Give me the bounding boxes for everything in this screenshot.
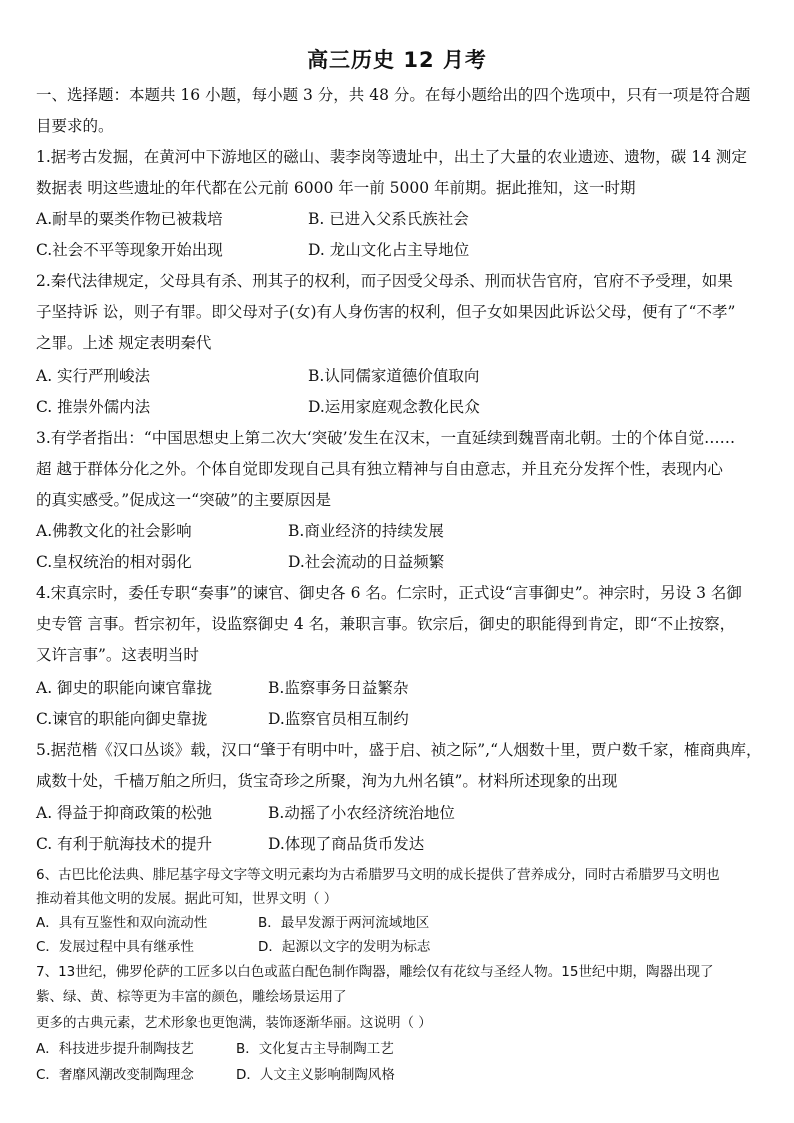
question-3-option-b: B.商业经济的持续发展	[288, 522, 444, 540]
question-7-option-c: C．奢靡风潮改变制陶理念	[36, 1067, 194, 1083]
question-3-stem: 超 越于群体分化之外。个体自觉即发现自己具有独立精神与自由意志，并且充分发挥个性，表现内心	[36, 460, 723, 478]
question-4-option-b: B.监察事务日益繁杂	[268, 679, 409, 697]
question-4-option-d: D.监察官员相互制约	[268, 710, 409, 728]
question-2-option-b: B.认同儒家道德价值取向	[308, 367, 480, 385]
question-7-option-d: D．人文主义影响制陶风格	[236, 1067, 395, 1083]
question-5-option-c: C. 有利于航海技术的提升	[36, 835, 213, 853]
question-3-stem: 3.有学者指出：“中国思想史上第二次大‘突破’发生在汉末，一直延续到魏晋南北朝。士的个体自觉……	[36, 429, 736, 447]
question-1-stem: 数据表 明这些遗址的年代都在公元前 6000 年一前 5000 年前期。据此推知，这一时期	[36, 179, 636, 197]
question-1-option-c: C.社会不平等现象开始出现	[36, 241, 223, 259]
question-2-stem: 之罪。上述 规定表明秦代	[36, 334, 212, 352]
section-instructions-line: 一、选择题：本题共 16 小题，每小题 3 分，共 48 分。在每小题给出的四个选项中，只有一项是符合题	[36, 86, 751, 104]
question-3-option-d: D.社会流动的日益频繁	[288, 553, 445, 571]
question-4-stem: 史专管 言事。哲宗初年，设监察御史 4 名，兼职言事。钦宗后，御史的职能得到肯定，即“不止按察，	[36, 615, 736, 633]
question-2-stem: 2.秦代法律规定，父母具有杀、刑其子的权利，而子因受父母杀、刑而状告官府，官府不予受理，如果	[36, 272, 733, 290]
question-6-option-b: B．最早发源于两河流域地区	[258, 915, 430, 931]
question-2-option-a: A. 实行严刑峻法	[36, 367, 151, 385]
question-2-stem: 子坚持诉 讼，则子有罪。即父母对子(女)有人身伤害的权利，但子女如果因此诉讼父母，便有了“不孝”	[36, 303, 736, 321]
question-5-stem: 咸数十处，千樯万舶之所归，货宝奇珍之所聚，洵为九州名镇”。材料所述现象的出现	[36, 772, 618, 790]
question-4-option-c: C.谏官的职能向御史靠拢	[36, 710, 208, 728]
question-4-stem: 又许言事”。这表明当时	[36, 646, 199, 664]
question-2-option-d: D.运用家庭观念教化民众	[308, 398, 480, 416]
question-7-option-b: B．文化复古主导制陶工艺	[236, 1041, 394, 1057]
question-3-option-c: C.皇权统治的相对弱化	[36, 553, 192, 571]
question-7-option-a: A．科技进步提升制陶技艺	[36, 1041, 194, 1057]
section-instructions-line: 目要求的。	[36, 117, 114, 135]
question-4-option-a: A. 御史的职能向谏官靠拢	[36, 679, 213, 697]
question-1-option-d: D. 龙山文化占主导地位	[308, 241, 470, 259]
question-2-option-c: C. 推崇外儒内法	[36, 398, 151, 416]
question-5-stem: 5.据范楷《汉口丛谈》载，汉口“肇于有明中叶，盛于启、祯之际”,“人烟数十里，贾户数千家，榷商典库，	[36, 741, 762, 759]
question-4-stem: 4.宋真宗时，委任专职“奏事”的谏官、御史各 6 名。仁宗时，正式设“言事御史”。神宗时，另设 3 名御	[36, 584, 742, 602]
question-1-option-b: B. 已进入父系氏族社会	[308, 210, 469, 228]
question-6-option-d: D．起源以文字的发明为标志	[258, 939, 431, 955]
question-3-stem: 的真实感受。”促成这一“突破”的主要原因是	[36, 491, 332, 509]
question-7-stem: 紫、绿、黄、棕等更为丰富的颜色，雕绘场景运用了	[36, 989, 347, 1005]
question-7-stem: 7、13世纪，佛罗伦萨的工匠多以白色或蓝白配色制作陶器，雕绘仅有花纹与圣经人物。15世纪中期，陶器出现了	[36, 964, 714, 980]
question-6-stem: 推动着其他文明的发展。据此可知，世界文明（ ）	[36, 891, 338, 907]
question-5-option-b: B.动摇了小农经济统治地位	[268, 804, 455, 822]
question-1-stem: 1.据考古发掘，在黄河中下游地区的磁山、裴李岗等遗址中，出土了大量的农业遗迹、遗物，碳 14 测定	[36, 148, 747, 166]
question-7-stem: 更多的古典元素，艺术形象也更饱满，装饰逐渐华丽。这说明（ ）	[36, 1015, 432, 1031]
question-5-option-a: A. 得益于抑商政策的松弛	[36, 804, 213, 822]
question-3-option-a: A.佛教文化的社会影响	[36, 522, 192, 540]
question-6-option-c: C．发展过程中具有继承性	[36, 939, 194, 955]
question-1-option-a: A.耐旱的粟类作物已被栽培	[36, 210, 223, 228]
question-6-option-a: A．具有互鉴性和双向流动性	[36, 915, 208, 931]
question-6-stem: 6、古巴比伦法典、腓尼基字母文字等文明元素均为古希腊罗马文明的成长提供了营养成分，同时古希腊罗马文明也	[36, 867, 720, 883]
page-title: 高三历史 12 月考	[307, 48, 487, 72]
question-5-option-d: D.体现了商品货币发达	[268, 835, 425, 853]
